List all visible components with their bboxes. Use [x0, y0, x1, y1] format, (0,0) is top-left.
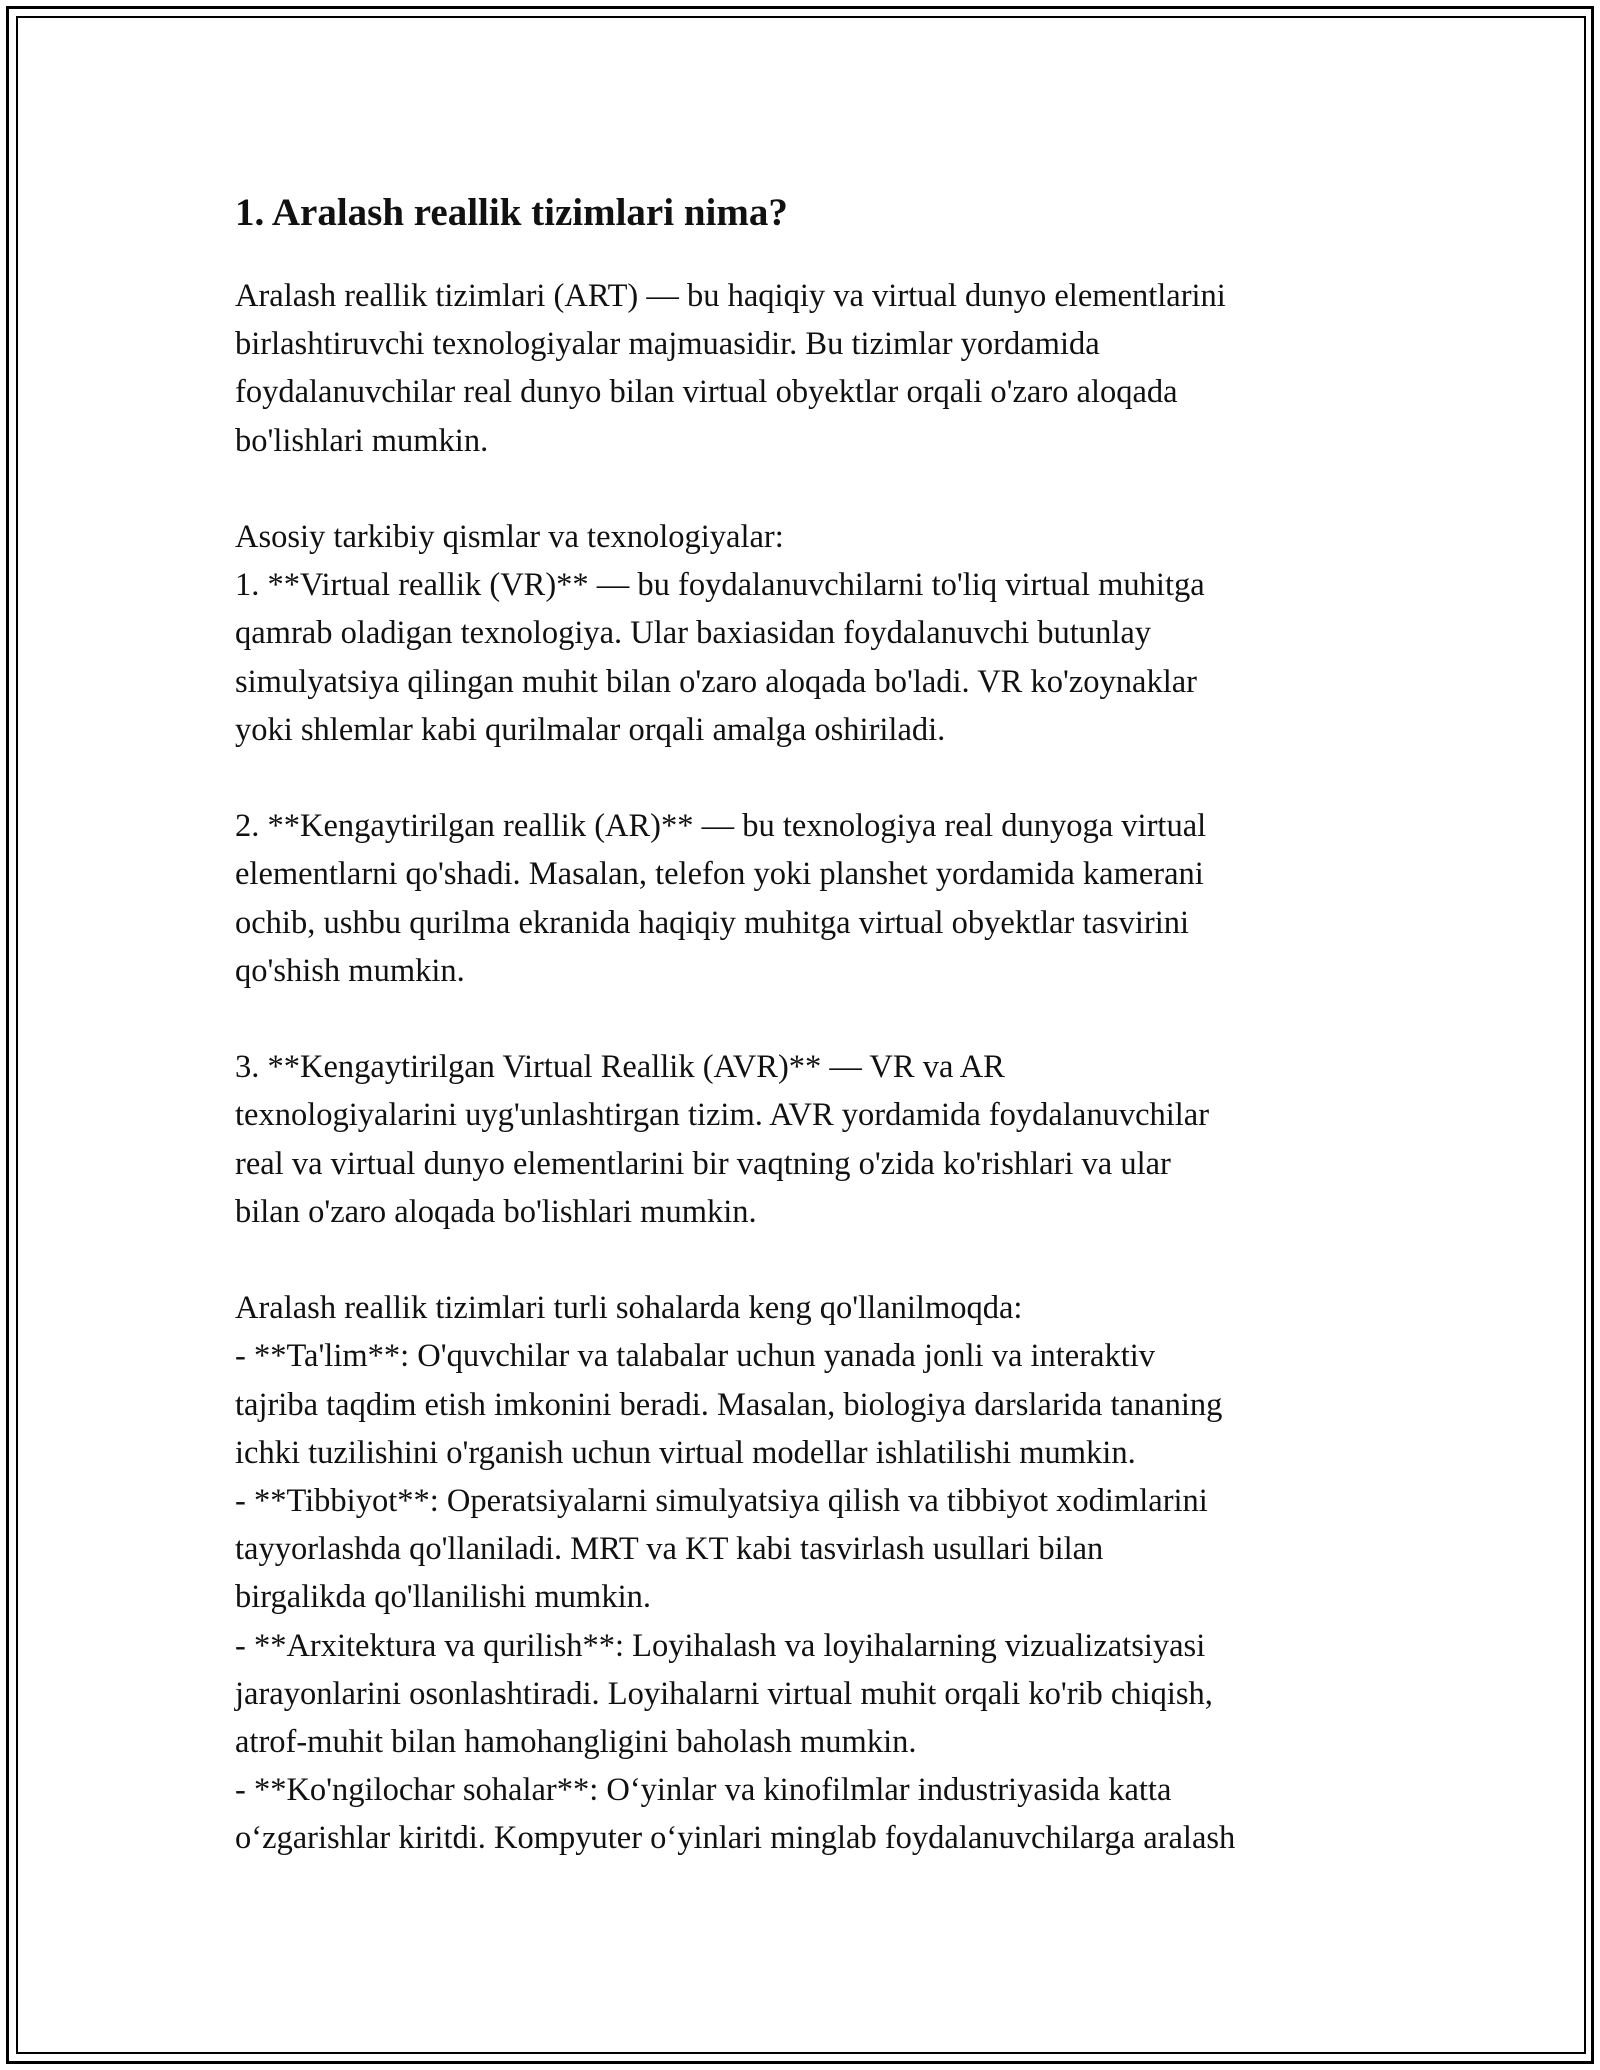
text-line: - **Arxitektura va qurilish**: Loyihalash va loyihalarning vizualizatsiyasi [235, 1627, 1206, 1664]
text-line: simulyatsiya qilingan muhit bilan o'zaro aloqada bo'ladi. VR ko'zoynaklar [235, 663, 1197, 700]
text-line: 2. **Kengaytirilgan reallik (AR)** — bu texnologiya real dunyoga virtual [235, 808, 1207, 845]
text-line: tayyorlashda qo'llaniladi. MRT va KT kabi tasvirlash usullari bilan [235, 1531, 1104, 1568]
text-line: birlashtiruvchi texnologiyalar majmuasidir. Bu tizimlar yordamida [235, 326, 1100, 363]
text-line: - **Tibbiyot**: Operatsiyalarni simulyatsiya qilish va tibbiyot xodimlarini [235, 1483, 1208, 1520]
text-line: ichki tuzilishini o'rganish uchun virtual modellar ishlatilishi mumkin. [235, 1434, 1136, 1471]
text-line: - **Ko'ngilochar sohalar**: O‘yinlar va kinofilmlar industriyasida katta [235, 1772, 1172, 1809]
text-line: yoki shlemlar kabi qurilmalar orqali amalga oshiriladi. [235, 711, 946, 748]
text-line: texnologiyalarini uyg'unlashtirgan tizim. AVR yordamida foydalanuvchilar [235, 1097, 1210, 1134]
text-line: Asosiy tarkibiy qismlar va texnologiyalar: [235, 519, 784, 555]
text-line: tajriba taqdim etish imkonini beradi. Masalan, biologiya darslarida tananing [235, 1386, 1223, 1423]
document-text [235, 272, 1375, 1863]
blank-line [235, 1236, 1375, 1284]
text-line: Aralash reallik tizimlari turli sohalarda keng qo'llanilmoqda: [235, 1290, 1023, 1327]
text-line: Aralash reallik tizimlari (ART) — bu haqiqiy va virtual dunyo elementlarini [235, 278, 1226, 314]
text-line: atrof-muhit bilan hamohangligini baholash mumkin. [235, 1724, 917, 1761]
text-line: bo'lishlari mumkin. [235, 422, 489, 459]
document-title: 1. Aralash reallik tizimlari nima? [235, 191, 788, 234]
text-line: jarayonlarini osonlashtiradi. Loyihalarni virtual muhit orqali ko'rib chiqish, [235, 1675, 1213, 1712]
text-line: qo'shish mumkin. [235, 952, 465, 989]
text-line: ochib, ushbu qurilma ekranida haqiqiy muhitga virtual obyektlar tasvirini [235, 904, 1190, 941]
text-line: elementlarni qo'shadi. Masalan, telefon yoki planshet yordamida kamerani [235, 856, 1204, 893]
blank-line [235, 465, 1375, 513]
text-line: real va virtual dunyo elementlarini bir vaqtning o'zida ko'rishlari va ular [235, 1145, 1171, 1182]
text-line: - **Ta'lim**: O'quvchilar va talabalar uchun yanada jonli va interaktiv [235, 1338, 1156, 1375]
text-line: 1. **Virtual reallik (VR)** — bu foydalanuvchilarni to'liq virtual muhitga [235, 567, 1205, 604]
text-line: qamrab oladigan texnologiya. Ular baxiasidan foydalanuvchi butunlay [235, 615, 1152, 652]
text-line: bilan o'zaro aloqada bo'lishlari mumkin. [235, 1193, 757, 1230]
text-line: birgalikda qo'llanilishi mumkin. [235, 1579, 651, 1616]
document-body [235, 180, 1375, 1863]
text-line: 3. **Kengaytirilgan Virtual Reallik (AVR)** — VR va AR [235, 1049, 1005, 1086]
text-line: foydalanuvchilar real dunyo bilan virtual obyektlar orqali o'zaro aloqada [235, 374, 1178, 411]
blank-line [235, 995, 1375, 1043]
blank-line [235, 754, 1375, 802]
text-line: o‘zgarishlar kiritdi. Kompyuter o‘yinlari minglab foydalanuvchilarga aralash [235, 1820, 1236, 1857]
